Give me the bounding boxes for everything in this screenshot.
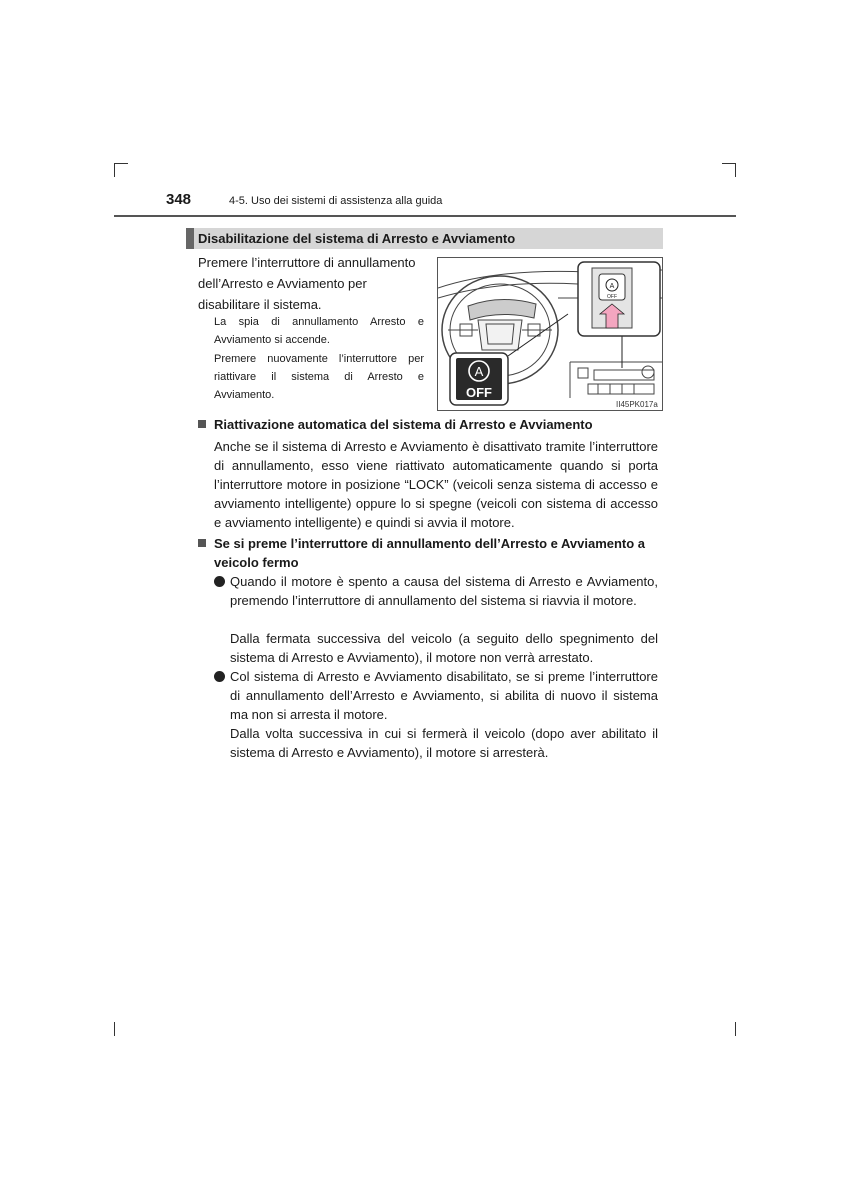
dashboard-illustration xyxy=(437,257,663,411)
bullet-extra: Dalla fermata successiva del veicolo (a seguito dello spegnimento del sistema di Arresto e Avviamento), il motore non verrà arrestato. xyxy=(230,631,658,665)
bullet-text: Col sistema di Arresto e Avviamento disabilitato, se si preme l’interruttore di annullamento dell’Arresto e Avviamento, si abilita di nuovo il sistema ma non si arresta il motore. xyxy=(230,669,658,722)
reactivation-body: Anche se il sistema di Arresto e Avviamento è disattivato tramite l’interruttore di annullamento, esso viene riattivato automaticamente quando si porta l’interruttore motore in posizione “LOCK” (veicoli senza sistema di accesso e avviamento intelligente) oppure lo si spegne (veicoli con sistema di accesso e avviamento intelligente) e quindi si avvia il motore. xyxy=(214,439,658,530)
indicator-off-label: OFF xyxy=(466,385,492,400)
crop-mark xyxy=(114,163,128,164)
svg-text:A: A xyxy=(609,283,615,290)
square-bullet-icon xyxy=(198,539,206,547)
header-rule xyxy=(114,215,736,217)
crop-mark xyxy=(114,163,115,177)
note-indicator: La spia di annullamento Arresto e Avviamento si accende. xyxy=(214,316,424,346)
section-title: Disabilitazione del sistema di Arresto e Avviamento xyxy=(186,228,663,249)
note-reactivate: Premere nuovamente l’interruttore per riattivare il sistema di Arresto e Avviamento. xyxy=(214,353,424,401)
indicator-letter: A xyxy=(474,364,484,379)
intro-text: Premere l’interruttore di annullamento dell’Arresto e Avviamento per disabilitare il sistema. xyxy=(198,255,416,312)
figure-code: II45PK017a xyxy=(616,400,658,409)
crop-mark xyxy=(735,163,736,177)
chapter-title: 4-5. Uso dei sistemi di assistenza alla guida xyxy=(229,195,443,207)
page-number: 348 xyxy=(166,191,192,208)
dashboard-drawing xyxy=(438,258,663,411)
bullet-text: Quando il motore è spento a causa del sistema di Arresto e Avviamento, premendo l’interruttore di annullamento del sistema si riavvia il motore. xyxy=(230,574,658,608)
bullet-dot-icon xyxy=(214,671,225,682)
square-bullet-icon xyxy=(198,420,206,428)
bullet-dot-icon xyxy=(214,576,225,587)
bullet-extra: Dalla volta successiva in cui si fermerà il veicolo (dopo aver abilitato il sistema di Arresto e Avviamento), il motore si arresterà. xyxy=(230,726,658,760)
crop-mark xyxy=(735,1022,736,1036)
switch-label: OFF xyxy=(607,294,617,300)
crop-mark xyxy=(114,1022,115,1036)
crop-mark xyxy=(722,163,736,164)
